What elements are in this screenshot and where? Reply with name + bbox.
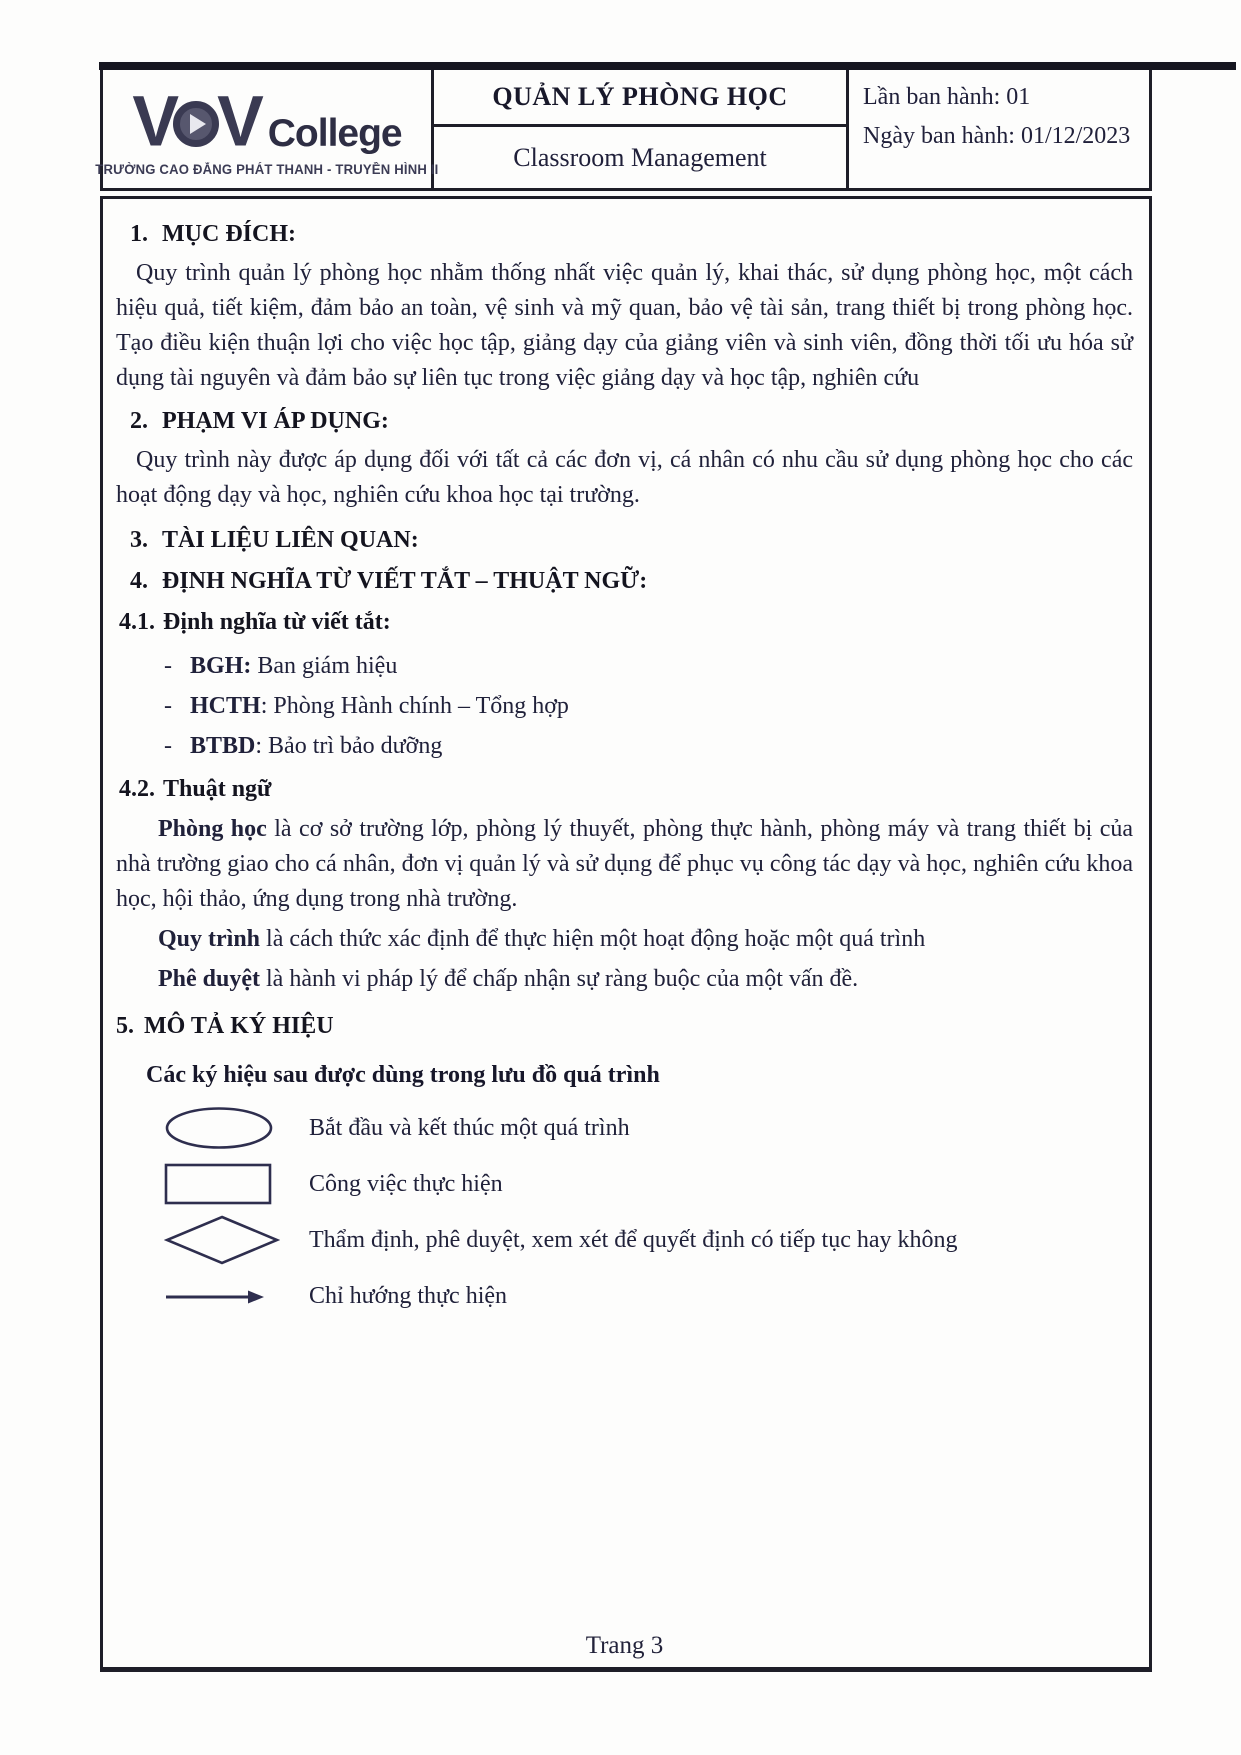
section-2-number: 2. <box>130 408 148 434</box>
term-text: là cơ sở trường lớp, phòng lý thuyết, phòng thực hành, phòng máy và trang thiết bị của nhà trường giao cho cá nhân, đơn vị quản lý và sử dụng để phục vụ công tác dạy và học, nghiên cứu khoa học, hội thảo, ứng dụng trong nhà trường. <box>116 816 1133 912</box>
logo-letter-v-right: V <box>217 80 260 161</box>
school-name: TRƯỜNG CAO ĐẲNG PHÁT THANH - TRUYỀN HÌNH II <box>95 161 439 177</box>
abbreviation-text <box>190 646 397 686</box>
abbreviation-term: BTBD <box>190 733 256 759</box>
symbol-label: Chỉ hướng thực hiện <box>309 1283 508 1309</box>
section-2-paragraph: Quy trình này được áp dụng đối với tất cả các đơn vị, cá nhân có nhu cầu sử dụng phòng học cho các hoạt động dạy và học, nghiên cứu khoa học tại trường. <box>116 447 1133 508</box>
abbreviation-item <box>116 646 1133 686</box>
section-5-heading <box>116 1009 1133 1044</box>
start-end-ellipse-icon <box>164 1106 309 1150</box>
abbreviation-definition: : Phòng Hành chính – Tổng hợp <box>260 693 569 719</box>
section-2-title: PHẠM VI ÁP DỤNG: <box>162 408 389 434</box>
section-4-number: 4. <box>130 568 148 594</box>
play-triangle-icon <box>190 114 206 134</box>
section-5-number: 5. <box>116 1013 134 1039</box>
section-1-paragraph: Quy trình quản lý phòng học nhằm thống nhất việc quản lý, khai thác, sử dụng phòng học, một cách hiệu quả, tiết kiệm, đảm bảo an toàn, vệ sinh và mỹ quan, bảo vệ tài sản, trang thiết bị trong phòng học. Tạo điều kiện thuận lợi cho việc học tập, giảng dạy của giảng viên và sinh viên, đồng thời tối ưu hóa sử dụng tài nguyên và đảm bảo sự liên tục trong việc giảng dạy và học tập, nghiên cứu <box>116 260 1133 391</box>
logo-letter-v-left: V <box>132 80 176 161</box>
section-4-1-heading <box>116 605 1133 640</box>
vov-college-logo <box>132 80 402 161</box>
section-1-number: 1. <box>130 221 148 247</box>
document-header-table <box>95 70 1152 191</box>
term-lead: Phê duyệt <box>158 966 260 992</box>
abbreviation-term: BGH: <box>190 653 252 679</box>
abbreviation-item <box>116 726 1133 766</box>
section-4-heading <box>116 564 1133 599</box>
issue-info-cell <box>849 70 1149 188</box>
bullet-dash: - <box>164 693 172 719</box>
term-definition <box>116 812 1133 917</box>
section-4-title: ĐỊNH NGHĨA TỪ VIẾT TẮT – THUẬT NGỮ: <box>162 568 648 594</box>
abbreviation-text <box>190 686 569 726</box>
symbol-label: Bắt đầu và kết thúc một quá trình <box>309 1114 630 1141</box>
document-title-en: Classroom Management <box>513 142 767 172</box>
symbol-row-direction <box>116 1279 1133 1314</box>
symbol-row-process <box>116 1163 1133 1205</box>
term-text: là hành vi pháp lý để chấp nhận sự ràng buộc của một vấn đề. <box>260 966 859 992</box>
logo-cell <box>95 70 439 188</box>
document-body <box>100 196 1152 1672</box>
abbreviation-item <box>116 686 1133 726</box>
issue-date: Ngày ban hành: 01/12/2023 <box>863 123 1131 149</box>
document-title-vi: QUẢN LÝ PHÒNG HỌC <box>434 70 846 127</box>
bullet-dash: - <box>164 653 172 679</box>
decision-diamond-icon <box>164 1215 309 1265</box>
abbreviation-definition: Ban giám hiệu <box>251 653 398 679</box>
bullet-dash: - <box>164 733 172 759</box>
title-cell <box>434 70 849 188</box>
abbreviation-text <box>190 726 442 766</box>
symbol-label: Thẩm định, phê duyệt, xem xét để quyết định có tiếp tục hay không <box>309 1226 958 1253</box>
section-4-2-number: 4.2. <box>119 776 155 802</box>
symbol-row-decision <box>116 1215 1133 1265</box>
page-number: Trang 3 <box>585 1632 664 1659</box>
symbols-intro: Các ký hiệu sau được dùng trong lưu đồ quá trình <box>146 1062 660 1088</box>
section-5-title: MÔ TẢ KÝ HIỆU <box>144 1013 334 1039</box>
section-1-title: MỤC ĐÍCH: <box>162 221 296 247</box>
top-rule <box>99 62 1236 70</box>
logo-word-college: College <box>267 111 402 155</box>
issue-number: Lần ban hành: 01 <box>863 84 1031 110</box>
section-4-2-title: Thuật ngữ <box>163 776 272 802</box>
term-definition <box>116 962 1133 997</box>
term-definition <box>116 922 1133 957</box>
section-4-1-number: 4.1. <box>119 609 155 635</box>
symbol-label: Công việc thực hiện <box>309 1170 503 1197</box>
section-3-number: 3. <box>130 527 148 553</box>
term-lead: Phòng học <box>158 816 267 842</box>
section-1-heading <box>116 217 1133 252</box>
term-lead: Quy trình <box>158 926 261 952</box>
section-4-2-heading <box>116 772 1133 807</box>
section-3-title: TÀI LIỆU LIÊN QUAN: <box>162 527 419 553</box>
abbreviation-term: HCTH <box>190 693 261 719</box>
play-circle-icon <box>173 101 219 147</box>
section-2-heading <box>116 404 1133 439</box>
section-3-heading <box>116 523 1133 558</box>
section-4-1-title: Định nghĩa từ viết tắt: <box>163 609 391 635</box>
flow-arrow-icon <box>164 1288 309 1306</box>
symbol-row-start-end <box>116 1105 1133 1151</box>
term-text: là cách thức xác định để thực hiện một hoạt động hoặc một quá trình <box>260 926 926 952</box>
abbreviation-definition: : Bảo trì bảo dưỡng <box>255 733 443 759</box>
process-rectangle-icon <box>164 1163 309 1205</box>
